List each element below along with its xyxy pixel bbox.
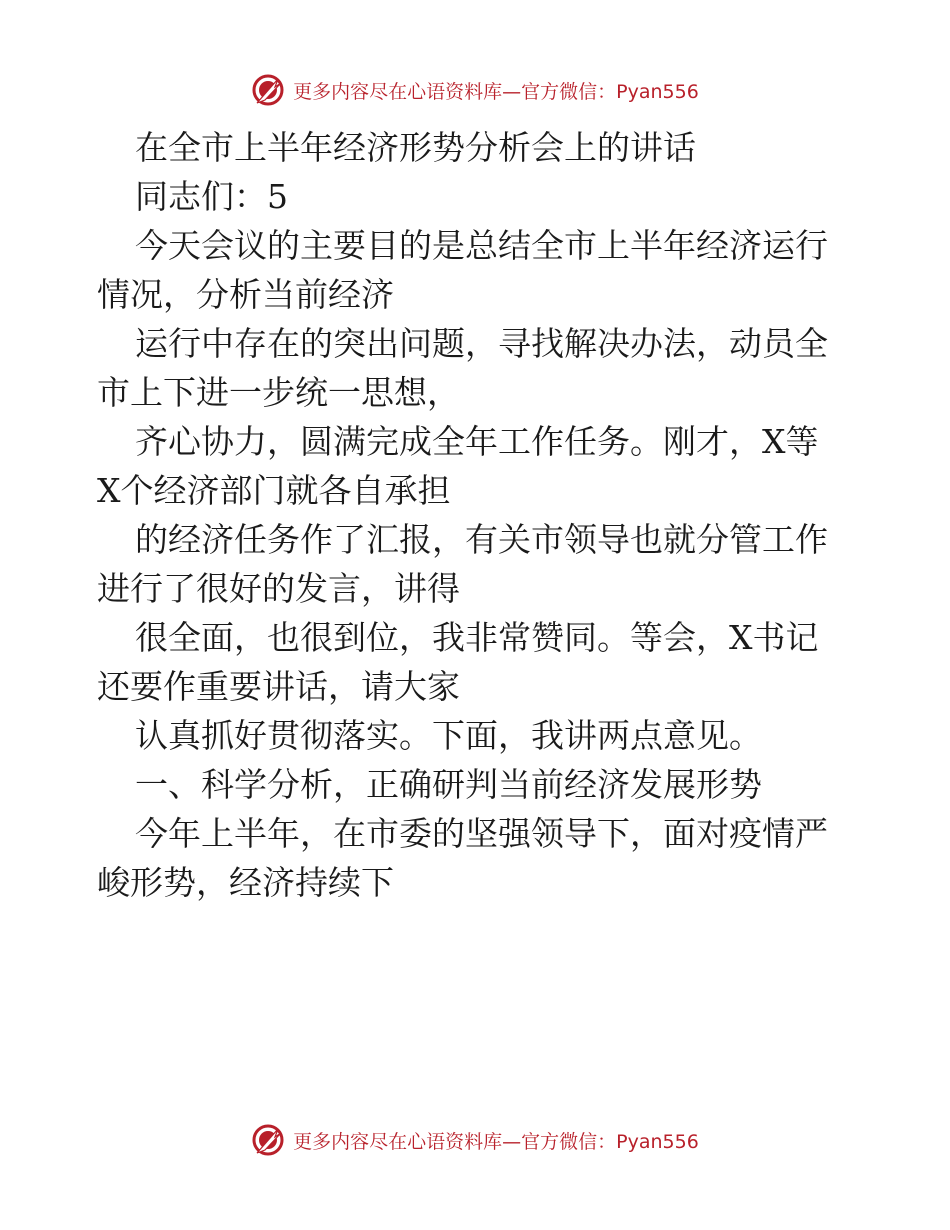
document-body	[97, 123, 857, 907]
footer-watermark	[0, 1120, 950, 1160]
text-line: 市上下进一步统一思想，	[97, 373, 460, 412]
quill-logo-icon	[251, 73, 285, 107]
document-title: 在全市上半年经济形势分析会上的讲话	[135, 128, 696, 167]
text-line: X个经济部门就各自承担	[97, 471, 451, 510]
text-line: 今天会议的主要目的是总结全市上半年经济运行	[135, 226, 828, 265]
salutation: 同志们：5	[135, 177, 288, 216]
text-line: 还要作重要讲话，请大家	[97, 667, 460, 706]
watermark-text: 更多内容尽在心语资料库—官方微信：Pyan556	[293, 1130, 699, 1153]
watermark-text: 更多内容尽在心语资料库—官方微信：Pyan556	[293, 80, 699, 103]
header-watermark	[0, 70, 950, 110]
quill-logo-icon	[251, 1123, 285, 1157]
text-line: 运行中存在的突出问题，寻找解决办法，动员全	[135, 324, 828, 363]
section-heading: 一、科学分析，正确研判当前经济发展形势	[135, 765, 762, 804]
text-line: 认真抓好贯彻落实。下面，我讲两点意见。	[135, 716, 762, 755]
text-line: 很全面，也很到位，我非常赞同。等会，X书记	[135, 618, 819, 657]
text-line: 进行了很好的发言，讲得	[97, 569, 460, 608]
text-line: 峻形势，经济持续下	[97, 863, 394, 902]
text-line: 今年上半年，在市委的坚强领导下，面对疫情严	[135, 814, 828, 853]
text-line: 齐心协力，圆满完成全年工作任务。刚才，X等	[135, 422, 819, 461]
text-line: 的经济任务作了汇报，有关市领导也就分管工作	[135, 520, 828, 559]
text-line: 情况，分析当前经济	[97, 275, 394, 314]
